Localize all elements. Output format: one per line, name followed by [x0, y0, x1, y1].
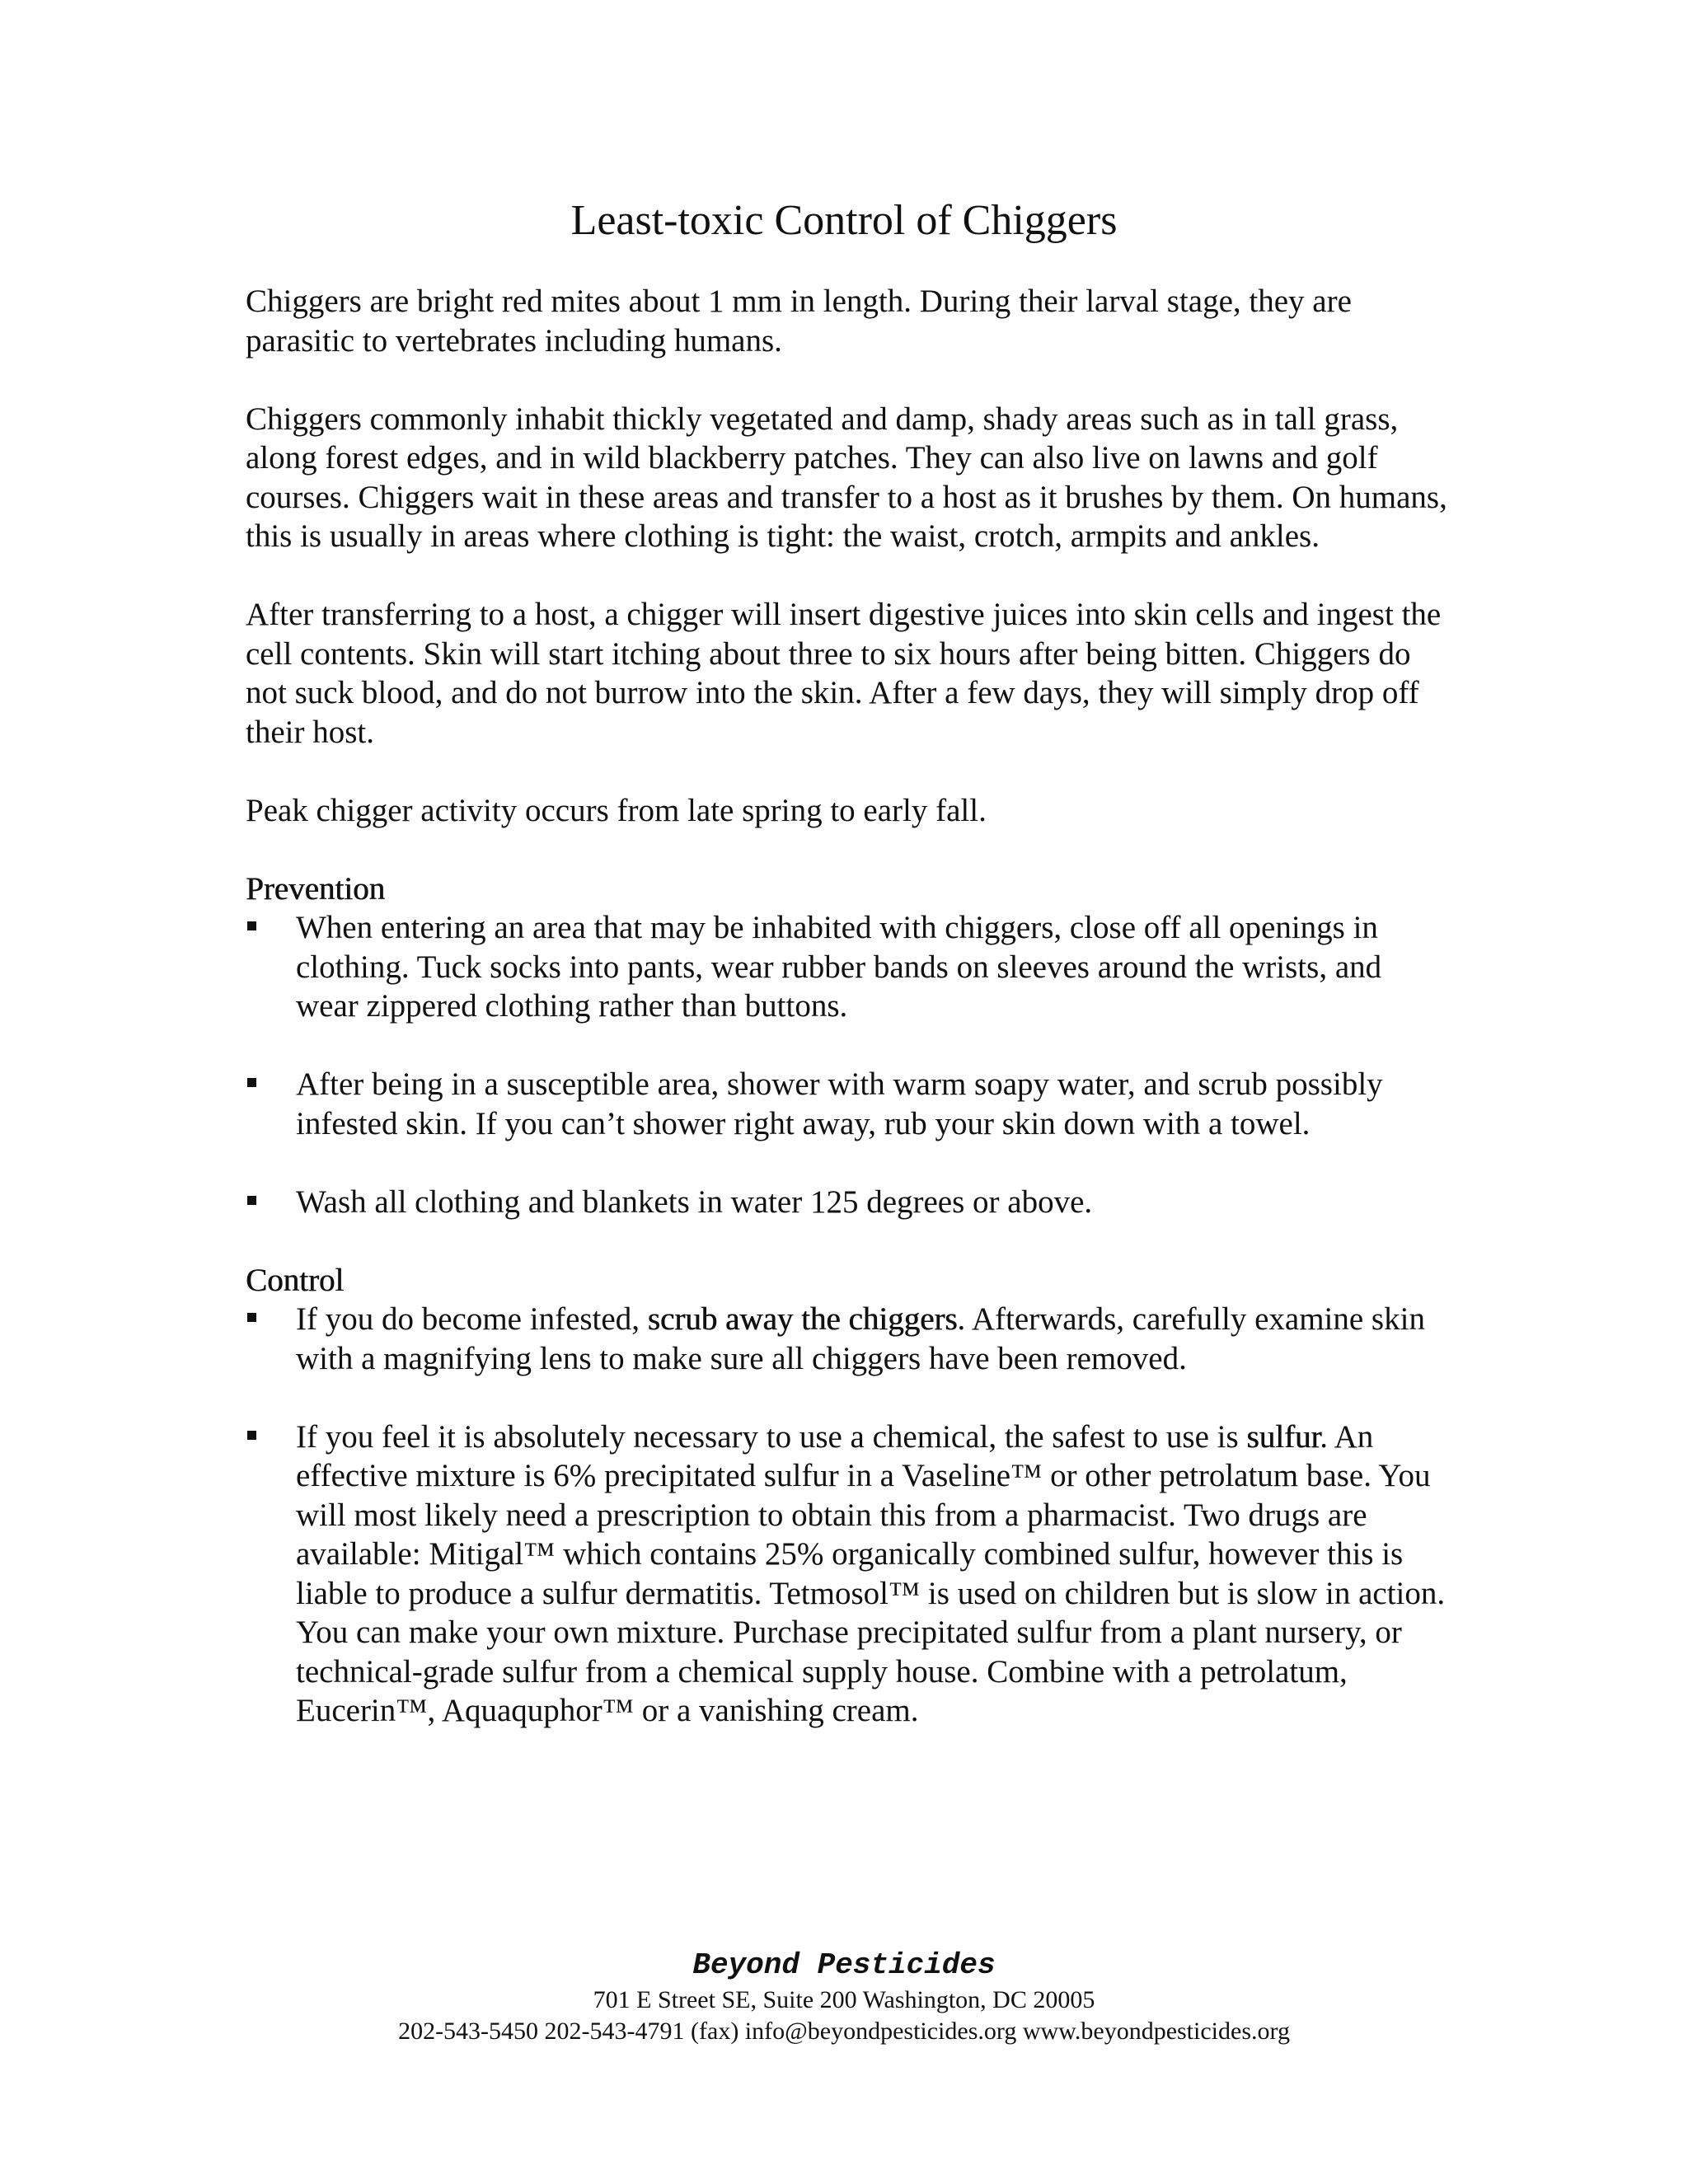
list-item	[246, 1183, 1449, 1222]
list-item-text-end: . Afterwards, carefully examine skin with a magnifying lens to make sure all chiggers have been removed.	[296, 1301, 1425, 1376]
prevention-list	[246, 908, 1449, 1221]
emphasis-sulfur: sulfur	[1246, 1418, 1320, 1455]
document-title: Least-toxic Control of Chiggers	[570, 197, 1118, 244]
footer-address: 701 E Street SE, Suite 200 Washington, DC 20005	[593, 1986, 1095, 2013]
list-item	[246, 1418, 1449, 1731]
bullet-icon	[247, 1078, 256, 1087]
bullet-icon	[247, 1313, 256, 1322]
page-footer	[0, 1947, 1688, 2047]
list-item	[246, 908, 1449, 1026]
intro-paragraph-season: Peak chigger activity occurs from late spring to early fall.	[246, 792, 987, 828]
intro-paragraph-description: Chiggers are bright red mites about 1 mm in length. During their larval stage, they are parasitic to vertebrates including humans.	[246, 284, 1352, 359]
intro-paragraph-habitat: Chiggers commonly inhabit thickly vegetated and damp, shady areas such as in tall grass, along forest edges, and in wild blackberry patches. They can also live on lawns and golf courses. Chiggers wait in these areas and transfer to a host as it brushes by them. On humans, this is usually in areas where clothing is tight: the waist, crotch, armpits and ankles.	[246, 401, 1447, 554]
list-item-text: After being in a susceptible area, shower with warm soapy water, and scrub possibly infested skin. If you can’t shower right away, rub your skin down with a towel.	[296, 1066, 1383, 1141]
list-item-text: Wash all clothing and blankets in water 125 degrees or above.	[296, 1183, 1093, 1220]
control-heading: Control	[246, 1262, 345, 1298]
intro-paragraph-feeding: After transferring to a host, a chigger will insert digestive juices into skin cells and ingest the cell contents. Skin will start itching about three to six hours after being bitten. Chiggers do not suck blood, and do not burrow into the skin. After a few days, they will simply drop off their host.	[246, 597, 1442, 750]
footer-organization: Beyond Pesticides	[692, 1948, 996, 1982]
footer-contact: 202-543-5450 202-543-4791 (fax) info@beyondpesticides.org www.beyondpesticides.org	[398, 2018, 1290, 2045]
control-list	[246, 1300, 1449, 1731]
list-item-text: When entering an area that may be inhabited with chiggers, close off all openings in clothing. Tuck socks into pants, wear rubber bands on sleeves around the wrists, and wear zippered clothing rather than buttons.	[296, 910, 1382, 1024]
emphasis-scrub-away: scrub away the chiggers	[647, 1301, 958, 1337]
document-body	[246, 282, 1449, 1769]
list-item-text-start: If you do become infested,	[296, 1301, 648, 1337]
prevention-heading: Prevention	[246, 870, 385, 907]
bullet-icon	[247, 921, 256, 930]
list-item	[246, 1065, 1449, 1143]
bullet-icon	[247, 1431, 256, 1440]
bullet-icon	[247, 1196, 256, 1205]
list-item-text-end: . An effective mixture is 6% precipitated sulfur in a Vaseline™ or other petrolatum base. You will most likely need a prescription to obtain this from a pharmacist. Two drugs are available: Mitigal™ which contains 25% organically combined sulfur, however this is liable to produce a sulfur dermatitis. Tetmosol™ is used on children but is slow in action. You can make your own mixture. Purchase precipitated sulfur from a plant nursery, or technical-grade sulfur from a chemical supply house. Combine with a petrolatum, Eucerin™, Aquaquphor™ or a vanishing cream.	[296, 1418, 1446, 1728]
list-item	[246, 1300, 1449, 1378]
list-item-text-start: If you feel it is absolutely necessary to use a chemical, the safest to use is	[296, 1418, 1247, 1455]
